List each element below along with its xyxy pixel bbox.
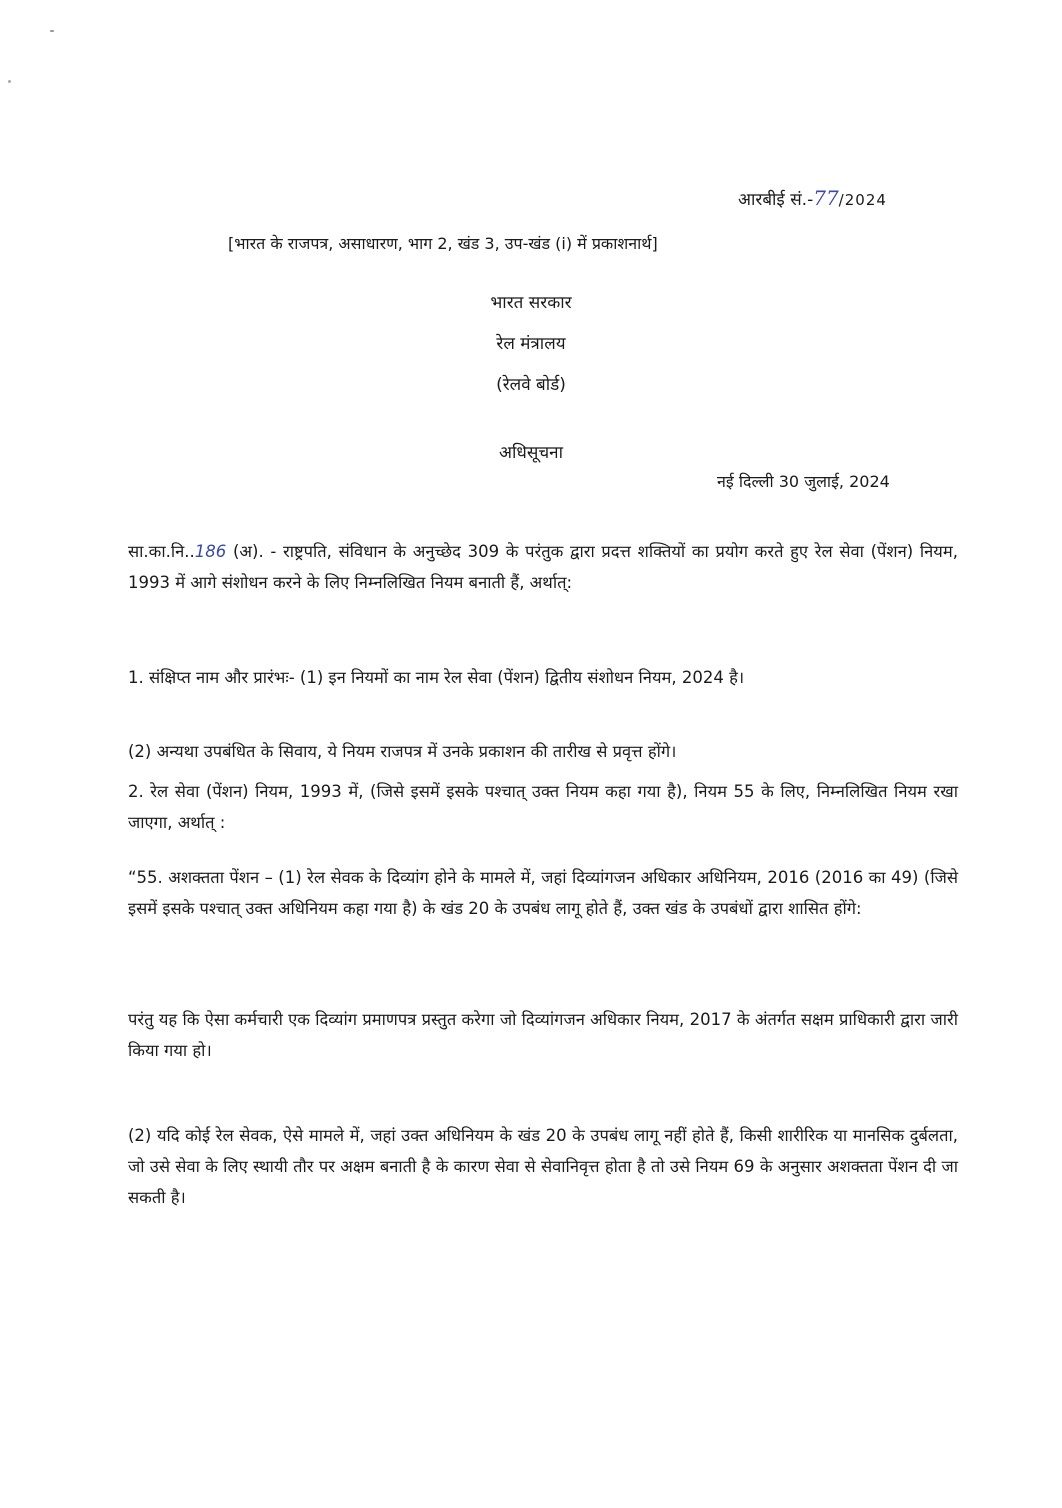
- notification-title: अधिसूचना: [499, 443, 563, 463]
- scan-speck: [50, 30, 54, 32]
- handwritten-gsr-number: 186: [194, 542, 227, 561]
- government-heading: भारत सरकार: [490, 293, 572, 313]
- board-heading: (रेलवे बोर्ड): [496, 375, 566, 395]
- clause-1: 1. संक्षिप्त नाम और प्रारंभः- (1) इन नियमों का नाम रेल सेवा (पेंशन) द्वितीय संशोधन नियम, 2024 है।: [128, 668, 745, 687]
- ministry-heading: रेल मंत्रालय: [496, 334, 566, 354]
- handwritten-ref-number: 77: [813, 186, 839, 210]
- clause-1-2: (2) अन्यथा उपबंधित के सिवाय, ये नियम राजपत्र में उनके प्रकाशन की तारीख से प्रवृत्त होंगे।: [128, 742, 677, 761]
- notification-date: नई दिल्ली 30 जुलाई, 2024: [717, 472, 890, 491]
- rule-55-1: “55. अशक्तता पेंशन – (1) रेल सेवक के दिव्यांग होने के मामले में, जहां दिव्यांगजन अधिकार अधिनियम, 2016 (2016 का 49) (जिसे इसमें इसके पश्चात् उक्त अधिनियम कहा गया है) के खंड 20 के उपबंध लागू होते हैं, उक्त खंड के उपबंधों द्वारा शासित होंगे:: [128, 868, 958, 918]
- reference-number: आरबीई सं.-77/2024: [738, 186, 887, 210]
- rule-55-2: (2) यदि कोई रेल सेवक, ऐसे मामले में, जहां उक्त अधिनियम के खंड 20 के उपबंध लागू नहीं होते हैं, किसी शारीरिक या मानसिक दुर्बलता, जो उसे सेवा के लिए स्थायी तौर पर अक्षम बनाती है के कारण सेवा से सेवानिवृत्त होता है तो उसे नियम 69 के अनुसार अशक्तता पेंशन दी जा सकती है।: [128, 1126, 958, 1207]
- gazette-note: [भारत के राजपत्र, असाधारण, भाग 2, खंड 3, उप-खंड (i) में प्रकाशनार्थ]: [228, 234, 658, 253]
- proviso: परंतु यह कि ऐसा कर्मचारी एक दिव्यांग प्रमाणपत्र प्रस्तुत करेगा जो दिव्यांगजन अधिकार नियम, 2017 के अंतर्गत सक्षम प्राधिकारी द्वारा जारी किया गया हो।: [128, 1010, 958, 1060]
- clause-2: 2. रेल सेवा (पेंशन) नियम, 1993 में, (जिसे इसमें इसके पश्चात् उक्त नियम कहा गया है), नियम 55 के लिए, निम्नलिखित नियम रखा जाएगा, अर्थात् :: [128, 782, 958, 832]
- scan-speck: [8, 80, 11, 83]
- intro-paragraph: सा.का.नि..186 (अ). - राष्ट्रपति, संविधान के अनुच्छेद 309 के परंतुक द्वारा प्रदत्त शक्तियों का प्रयोग करते हुए रेल सेवा (पेंशन) नियम, 1993 में आगे संशोधन करने के लिए निम्नलिखित नियम बनाती हैं, अर्थात्:: [128, 542, 958, 592]
